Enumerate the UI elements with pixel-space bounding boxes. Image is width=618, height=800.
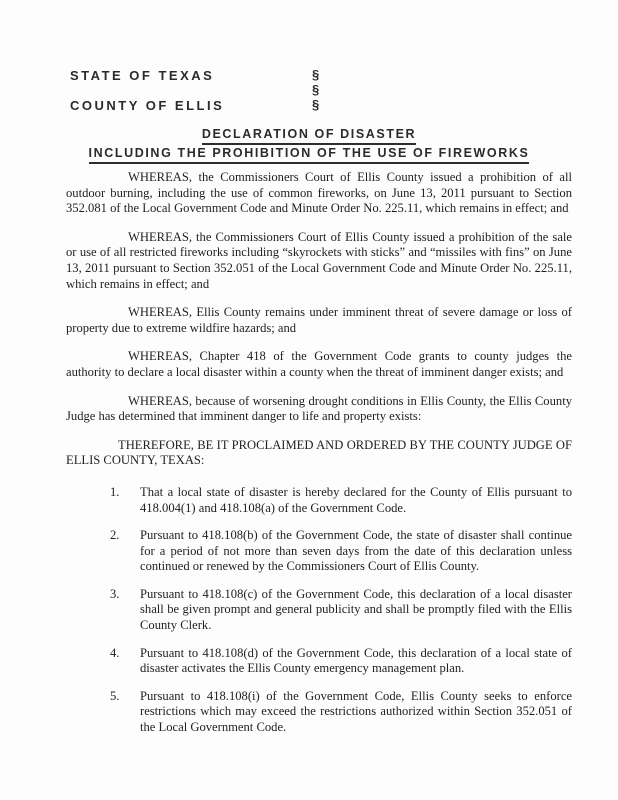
item-number: 4. — [110, 645, 120, 660]
whereas-paragraph-5: WHEREAS, because of worsening drought conditions in Ellis County, the Ellis County Judge has determined that imminent danger to life and property exists: — [66, 393, 572, 424]
item-text: Pursuant to 418.108(i) of the Government Code, Ellis County seeks to enforce restrictions which may exceed the restrictions authorized within Section 352.051 of the Local Government Code. — [140, 688, 572, 735]
whereas-paragraph-2: WHEREAS, the Commissioners Court of Ellis County issued a prohibition of the sale or use of all restricted fireworks including “skyrockets with sticks” and “missiles with fins” on June 13, 2011 pursuant to Section 352.051 of the Local Government Code and Minute Order No. 225.11, which remains in effect; and — [66, 229, 572, 291]
item-text: That a local state of disaster is hereby declared for the County of Ellis pursuant to 418.004(1) and 418.108(a) of the Government Code. — [140, 484, 572, 515]
section-symbol: § — [312, 97, 320, 113]
document-title-line1: DECLARATION OF DISASTER — [0, 126, 618, 145]
proclamation-paragraph: THEREFORE, BE IT PROCLAIMED AND ORDERED BY THE COUNTY JUDGE OF ELLIS COUNTY, TEXAS: — [66, 437, 572, 468]
whereas-paragraph-3: WHEREAS, Ellis County remains under imminent threat of severe damage or loss of property due to extreme wildfire hazards; and — [66, 305, 572, 335]
whereas-paragraph-4: WHEREAS, Chapter 418 of the Government Code grants to county judges the authority to declare a local disaster within a county when the threat of imminent danger exists; and — [66, 349, 572, 379]
item-text: Pursuant to 418.108(b) of the Government Code, the state of disaster shall continue for a period of not more than seven days from the date of this declaration unless continued or renewed by the Commissioners Court of Ellis County. — [140, 528, 572, 574]
item-number: 2. — [110, 528, 120, 543]
ordered-item-2 — [110, 528, 572, 575]
section-symbol: § — [312, 67, 320, 82]
item-text: Pursuant to 418.108(c) of the Government Code, this declaration of a local disaster shall be given prompt and general publicity and shall be promptly filed with the Ellis County Clerk. — [140, 586, 572, 633]
item-number: 3. — [110, 586, 120, 601]
section-symbol: § — [312, 82, 320, 98]
ordered-item-1 — [110, 485, 572, 516]
section-symbol-column — [312, 67, 319, 113]
document-title — [0, 126, 618, 164]
ordered-item-3 — [110, 587, 572, 634]
state-line: STATE OF TEXAS — [70, 68, 215, 83]
ordered-item-5 — [110, 689, 572, 736]
item-number: 1. — [110, 484, 120, 499]
court-caption — [70, 68, 224, 113]
item-number: 5. — [110, 688, 120, 703]
document-title-line2: INCLUDING THE PROHIBITION OF THE USE OF FIREWORKS — [0, 145, 618, 164]
ordered-list — [110, 485, 572, 736]
county-line: COUNTY OF ELLIS — [70, 98, 225, 113]
document-body — [66, 170, 572, 748]
whereas-paragraph-1: WHEREAS, the Commissioners Court of Ellis County issued a prohibition of all outdoor burning, including the use of common fireworks, on June 13, 2011 pursuant to Section 352.081 of the Local Government Code and Minute Order No. 225.11, which remains in effect; and — [66, 170, 572, 216]
ordered-item-4 — [110, 646, 572, 677]
item-text: Pursuant to 418.108(d) of the Government Code, this declaration of a local state of disaster activates the Ellis County emergency management plan. — [140, 645, 572, 676]
